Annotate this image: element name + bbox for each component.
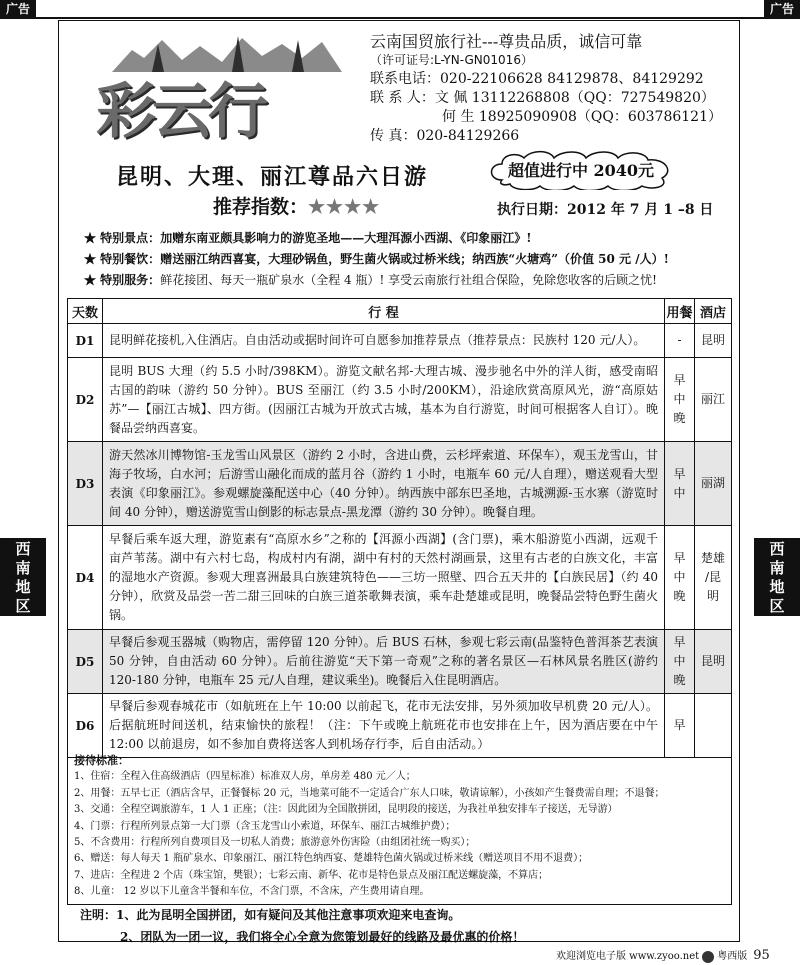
page-footer: [556, 947, 770, 963]
rating: [213, 192, 380, 219]
itinerary-cell: 游天然冰川博物馆-玉龙雪山风景区（游约 2 小时，含进山费，云杉坪索道、环保车），观玉龙雪山，甘海子牧场，白水河；后游雪山融化而成的蓝月谷（游约 1 小时，电瓶车 60 元/人自理），赠送观看大型表演《印象丽江》。参观螺旋藻配送中心（40 分钟）。纳西族中部东巴圣地，古城溯源-玉水寨（游览时间 40 分钟），赠送游览雪山倒影的标志景点-黑龙潭（游约 30 分钟）。晚餐自理。: [103, 442, 665, 526]
feature-label: ★ 特别景点：: [84, 231, 161, 245]
feature-item: [84, 249, 669, 270]
feature-item: [84, 270, 669, 291]
day-cell: D2: [68, 358, 103, 442]
logo-wordmark: 彩云行: [96, 77, 264, 147]
company-name: 云南国贸旅行社---尊贵品质，诚信可靠: [370, 32, 643, 51]
top-bar: [0, 0, 800, 18]
hotel-cell: 楚雄 /昆 明: [695, 526, 732, 630]
standard-item: 3、交通：全程空调旅游车，1 人 1 正座；（注：因此团为全国散拼团，昆明段的接送，为我社单独安排车子接送，无导游）: [74, 804, 618, 816]
table-row: [68, 324, 732, 358]
footer-text: 欢迎浏览电子版 www.zyoo.net: [556, 951, 700, 962]
contact-person-2: 何 生 18925090908（QQ：603786121）: [442, 109, 722, 125]
contact-person-1: 联 系 人：文 佩 13112268808（QQ：727549820）: [370, 90, 715, 106]
header-hotel: 酒店: [695, 299, 732, 324]
standard-item: 4、门票：行程所列景点第一大门票（含玉龙雪山小索道，环保车、丽江古城维护费）；: [74, 820, 456, 832]
standard-item: 5、不含费用：行程所列自费项目及一切私人消费；旅游意外伤害险（由组团社统一购买）；: [74, 837, 476, 849]
feature-item: [84, 228, 669, 249]
travel-date: 执行日期：2012 年 7 月 1 –8 日: [497, 202, 714, 218]
day-cell: D3: [68, 442, 103, 526]
meal-cell: -: [665, 324, 695, 358]
ad-label-left: 广告: [0, 0, 36, 18]
feature-label: ★ 特别服务：: [84, 273, 161, 287]
company-info: [370, 32, 722, 146]
table-row: [68, 442, 732, 526]
feature-label: ★ 特别餐饮：: [84, 252, 161, 266]
itinerary-cell: 早餐后乘车返大理，游览素有“高原水乡”之称的【洱源小西湖】(含门票)，乘木船游览小西湖，远观千亩芦苇荡。湖中有六村七岛，构成村内有湖，湖中有村的天然村湖画景，这里有古老的白族文化，丰富的湿地水产资源。参观大理喜洲最具白族建筑特色——三坊一照壁、四合五天井的【白族民居】（约 40 分钟），欣赏及品尝一苦二甜三回味的白族三道茶歌舞表演，乘车赴楚雄或昆明，晚餐品尝特色野生菌火锅。: [103, 526, 665, 630]
header-itinerary: 行 程: [103, 299, 665, 324]
license-number: （许可证号:L-YN-GN01016）: [370, 53, 533, 67]
rating-stars: ★★★★: [308, 196, 381, 218]
price-tag: 超值进行中 2040元: [507, 161, 655, 180]
standard-item: 6、赠送：每人每天 1 瓶矿泉水、印象丽江、丽江特色纳西宴、楚雄特色菌火锅或过桥米线（赠送项目不用不退费）；: [74, 853, 589, 865]
standard-item: 2、用餐：五早七正（酒店含早，正餐餐标 20 元，当地菜可能不一定适合广东人口味，敬请谅解），小孩如产生餐费需自理；不退餐；: [74, 787, 665, 799]
itinerary-cell: 昆明 BUS 大理（约 5.5 小时/398KM）。游览文献名邦-大理古城、漫步驰名中外的洋人街，感受南昭古国的韵味（游约 50 分钟）。BUS 至丽江（约 3.5 小时/200KM），沿途欣赏高原风光，游“高原姑苏”—【丽江古城】、四方街。(因丽江古城为开放式古城，基本为自行游览，时间可根据客人自订）。晚餐品尝纳西喜宴。: [103, 358, 665, 442]
itinerary-cell: 早餐后参观春城花市（如航班在上午 10:00 以前起飞，花市无法安排，另外须加收早机费 20 元/人）。后据航班时间送机，结束愉快的旅程！（注：下午或晚上航班花市也安排在上午，因为酒店要在中午 12:00 以前退房，如不参加自费将送客人到机场存行李，后自由活动。）: [103, 694, 665, 758]
itinerary-cell: 昆明鲜花接机,入住酒店。自由活动或据时间许可自愿参加推荐景点（推荐景点：民族村 120 元/人）。: [103, 324, 665, 358]
table-header-row: [68, 299, 732, 324]
contact-fax: 传 真：020-84129266: [370, 128, 520, 144]
region-tab-right: 西 南 地 区: [754, 538, 800, 616]
standard-item: 8、儿童： 12 岁以下儿童含半餐和车位，不含门票，不含床，产生费用请自理。: [74, 886, 430, 898]
special-features: [84, 228, 669, 291]
feature-text: 鲜花接团、每天一瓶矿泉水（全程 4 瓶）! 享受云南旅行社组合保险，免除您收客的后顾之忧!: [160, 273, 657, 287]
standards-title: 接待标准：: [74, 754, 129, 767]
standard-item: 7、进店：全程进 2 个店（珠宝馆，樊银）；七彩云南、新华、花市是特色景点及丽江配送螺旋藻，不算店；: [74, 869, 549, 881]
day-cell: D1: [68, 324, 103, 358]
hotel-cell: 昆明: [695, 324, 732, 358]
note-item: 注明：1、此为昆明全国拼团，如有疑问及其他注意事项欢迎来电查询。: [80, 908, 461, 922]
table-row: [68, 358, 732, 442]
table-row: [68, 526, 732, 630]
tour-title: 昆明、大理、丽江尊品六日游: [116, 164, 429, 190]
region-tab-left: 西 南 地 区: [0, 538, 46, 616]
itinerary-table: [67, 298, 732, 758]
table-row: [68, 694, 732, 758]
footer-edition: 粤西版: [717, 951, 748, 962]
itinerary-cell: 早餐后参观玉器城（购物店，需停留 120 分钟）。后 BUS 石林，参观七彩云南(品鉴特色普洱茶艺表演 50 分钟，自由活动 60 分钟）。后前往游览“天下第一奇观”之称的著名景区—石林风景名胜区(游约 120-180 分钟，电瓶车 25 元/人自理，建议乘坐)。晚餐后入住昆明酒店。: [103, 630, 665, 694]
top-rule: [0, 17, 800, 19]
notes: [80, 904, 524, 948]
service-standards: [67, 751, 732, 905]
meal-cell: 早 中 晚: [665, 358, 695, 442]
hotel-cell: 丽江: [695, 358, 732, 442]
header-meal: 用餐: [665, 299, 695, 324]
feature-text: 赠送丽江纳西喜宴，大理砂锅鱼，野生菌火锅或过桥米线；纳西族“火塘鸡”（价值 50 元 /人）!: [160, 252, 669, 266]
standard-item: 1、住宿：全程入住高级酒店（四星标准）标准双人房，单房差 480 元／人；: [74, 771, 416, 783]
day-cell: D6: [68, 694, 103, 758]
page-number: 95: [753, 948, 770, 963]
note-item: 2、团队为一团一议，我们将全心全意为您策划最好的线路及最优惠的价格！: [120, 930, 525, 944]
day-cell: D4: [68, 526, 103, 630]
day-cell: D5: [68, 630, 103, 694]
feature-text: 加赠东南亚颇具影响力的游览圣地——大理洱源小西湖、《印象丽江》!: [160, 231, 532, 245]
hotel-cell: 昆明: [695, 630, 732, 694]
meal-cell: 早 中 晚: [665, 630, 695, 694]
hotel-cell: [695, 694, 732, 758]
table-row: [68, 630, 732, 694]
meal-cell: 早 中 晚: [665, 526, 695, 630]
ad-label-right: 广告: [764, 0, 800, 18]
meal-cell: 早: [665, 694, 695, 758]
brand-badge-icon: [702, 951, 714, 963]
brand-logo: [92, 28, 354, 147]
header-day: 天数: [68, 299, 103, 324]
meal-cell: 早 中: [665, 442, 695, 526]
hotel-cell: 丽湖: [695, 442, 732, 526]
contact-phone: 联系电话：020-22106628 84129878、84129292: [370, 71, 704, 87]
rating-label: 推荐指数：: [213, 196, 309, 218]
